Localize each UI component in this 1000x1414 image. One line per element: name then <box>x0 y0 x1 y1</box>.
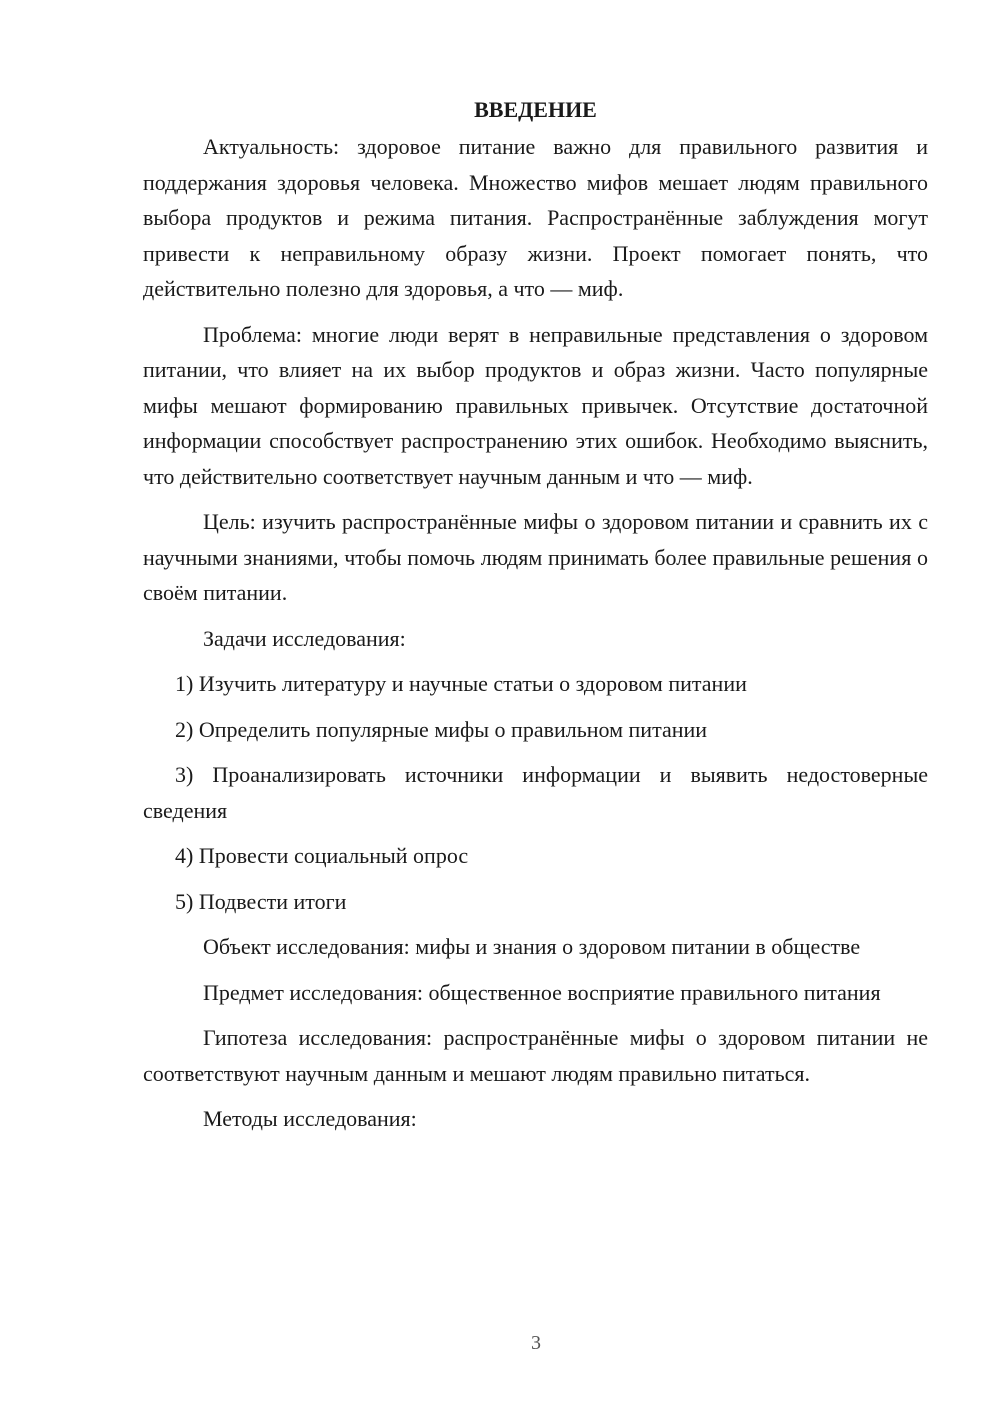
section-title: ВВЕДЕНИЕ <box>474 97 597 122</box>
object-paragraph: Объект исследования: мифы и знания о здоровом питании в обществе <box>203 934 861 959</box>
methods-heading: Методы исследования: <box>203 1106 417 1131</box>
task-item-2: 2) Определить популярные мифы о правильном питании <box>175 716 708 742</box>
subject-paragraph: Предмет исследования: общественное восприятие правильного питания <box>203 979 881 1005</box>
problem-paragraph: Проблема: многие люди верят в неправильные представления о здоровом питании, что влияет на их выбор продуктов и образ жизни. Часто популярные мифы мешают формированию правильных привычек. Отсутствие достаточной информации способствует распространению этих ошибок. Необходимо выяснить, что действительно соответствует научным данным и что — миф. <box>143 321 928 489</box>
document-page <box>143 92 928 1147</box>
page-number: 3 <box>531 1332 541 1354</box>
relevance-paragraph: Актуальность: здоровое питание важно для правильного развития и поддержания здоровья человека. Множество мифов мешает людям правильного выбора продуктов и режима питания. Распространённые заблуждения могут привести к неправильному образу жизни. Проект помогает понять, что действительно полезно для здоровья, а что — миф. <box>143 134 928 301</box>
hypothesis-paragraph: Гипотеза исследования: распространённые мифы о здоровом питании не соответствуют научным данным и мешают людям правильно питаться. <box>143 1025 928 1086</box>
goal-paragraph: Цель: изучить распространённые мифы о здоровом питании и сравнить их с научными знаниями, чтобы помочь людям принимать более правильные решения о своём питании. <box>143 509 928 605</box>
task-item-4: 4) Провести социальный опрос <box>175 843 469 868</box>
task-item-3: 3) Проанализировать источники информации и выявить недостоверные сведения <box>143 762 928 823</box>
tasks-heading: Задачи исследования: <box>203 625 406 651</box>
task-item-5: 5) Подвести итоги <box>175 888 347 914</box>
task-item-1: 1) Изучить литературу и научные статьи о здоровом питании <box>175 671 747 696</box>
